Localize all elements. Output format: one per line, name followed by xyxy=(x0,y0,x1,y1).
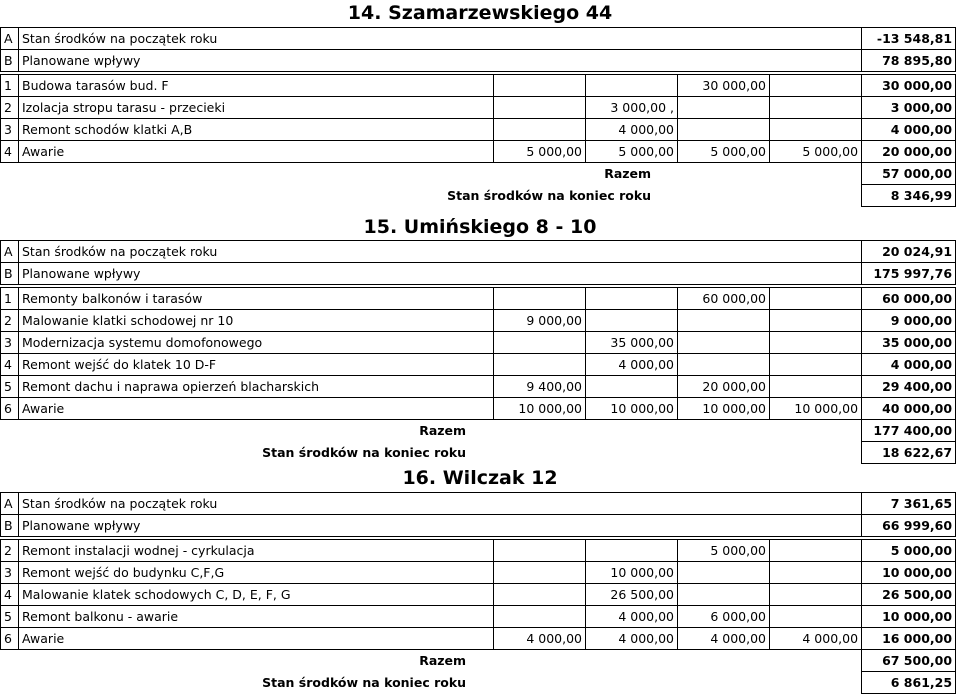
sum-row xyxy=(1,163,956,185)
cell-q3: 5 000,00 xyxy=(678,540,770,562)
cell-q1 xyxy=(494,288,586,310)
row-index: A xyxy=(1,28,19,50)
cell-q2 xyxy=(586,376,678,398)
cell-q2 xyxy=(586,75,678,97)
end-value: 6 861,25 xyxy=(862,672,956,694)
cell-q1 xyxy=(494,540,586,562)
cell-q4 xyxy=(770,310,862,332)
cell-q4 xyxy=(770,332,862,354)
cell-q3 xyxy=(678,97,770,119)
cell-q3 xyxy=(678,332,770,354)
row-index: 1 xyxy=(1,75,19,97)
cell-q3: 4 000,00 xyxy=(678,628,770,650)
start-balance-row xyxy=(1,28,956,50)
row-label: Modernizacja systemu domofonowego xyxy=(19,332,494,354)
cell-q2: 4 000,00 xyxy=(586,628,678,650)
row-total: 60 000,00 xyxy=(862,288,956,310)
section-title: 14. Szamarzewskiego 44 xyxy=(347,2,613,24)
row-label: Malowanie klatki schodowej nr 10 xyxy=(19,310,494,332)
row-total: -13 548,81 xyxy=(862,28,956,50)
cell-q3: 30 000,00 xyxy=(678,75,770,97)
row-total: 29 400,00 xyxy=(862,376,956,398)
row-label: Remont wejść do budynku C,F,G xyxy=(19,562,494,584)
cell-q4 xyxy=(770,75,862,97)
cell-q2: 26 500,00 xyxy=(586,584,678,606)
row-index: 2 xyxy=(1,310,19,332)
cell-q1: 10 000,00 xyxy=(494,398,586,420)
row-total: 20 024,91 xyxy=(862,241,956,263)
row-total: 78 895,80 xyxy=(862,50,956,72)
row-label: Awarie xyxy=(19,628,494,650)
cell-q1 xyxy=(494,606,586,628)
table-row xyxy=(1,540,956,562)
cell-q1: 5 000,00 xyxy=(494,141,586,163)
row-index: A xyxy=(1,241,19,263)
table-row xyxy=(1,310,956,332)
end-label: Stan środków na koniec roku xyxy=(447,188,652,203)
start-balance-row xyxy=(1,241,956,263)
section-16-table xyxy=(0,492,960,694)
cell-q2: 10 000,00 xyxy=(586,562,678,584)
cell-q2: 10 000,00 xyxy=(586,398,678,420)
row-label: Awarie xyxy=(19,141,494,163)
row-label: Planowane wpływy xyxy=(19,263,862,285)
row-label: Remont dachu i naprawa opierzeń blacharskich xyxy=(19,376,494,398)
cell-q4: 4 000,00 xyxy=(770,628,862,650)
row-label: Remont instalacji wodnej - cyrkulacja xyxy=(19,540,494,562)
cell-q1: 4 000,00 xyxy=(494,628,586,650)
cell-q3 xyxy=(678,584,770,606)
cell-q4 xyxy=(770,97,862,119)
planned-income-row xyxy=(1,50,956,72)
table-row xyxy=(1,584,956,606)
sum-label: Razem xyxy=(604,166,652,182)
cell-q3: 20 000,00 xyxy=(678,376,770,398)
row-label: Remonty balkonów i tarasów xyxy=(19,288,494,310)
row-index: 6 xyxy=(1,628,19,650)
row-label: Remont wejść do klatek 10 D-F xyxy=(19,354,494,376)
cell-q2: 35 000,00 xyxy=(586,332,678,354)
cell-q1: 9 400,00 xyxy=(494,376,586,398)
sum-value: 67 500,00 xyxy=(862,650,956,672)
table-row xyxy=(1,288,956,310)
row-index: B xyxy=(1,263,19,285)
start-balance-row xyxy=(1,493,956,515)
row-total: 10 000,00 xyxy=(862,606,956,628)
row-total: 66 999,60 xyxy=(862,515,956,537)
table-row xyxy=(1,562,956,584)
row-index: 3 xyxy=(1,332,19,354)
row-label: Stan środków na początek roku xyxy=(19,493,862,515)
cell-q4 xyxy=(770,562,862,584)
row-label: Budowa tarasów bud. F xyxy=(19,75,494,97)
row-label: Planowane wpływy xyxy=(19,515,862,537)
cell-q1 xyxy=(494,584,586,606)
section-14-table xyxy=(0,27,960,207)
row-index: 4 xyxy=(1,354,19,376)
end-balance-row xyxy=(1,672,956,694)
row-total: 10 000,00 xyxy=(862,562,956,584)
row-total: 4 000,00 xyxy=(862,119,956,141)
row-total: 3 000,00 xyxy=(862,97,956,119)
cell-q2 xyxy=(586,310,678,332)
end-value: 8 346,99 xyxy=(862,185,956,207)
end-balance-row xyxy=(1,185,956,207)
sum-label: Razem xyxy=(419,653,467,669)
table-row xyxy=(1,119,956,141)
cell-q3: 5 000,00 xyxy=(678,141,770,163)
cell-q2: 3 000,00 , xyxy=(586,97,678,119)
row-index: 4 xyxy=(1,584,19,606)
row-index: 5 xyxy=(1,376,19,398)
cell-q2: 5 000,00 xyxy=(586,141,678,163)
cell-q2 xyxy=(586,288,678,310)
cell-q1: 9 000,00 xyxy=(494,310,586,332)
row-label: Remont schodów klatki A,B xyxy=(19,119,494,141)
table-row xyxy=(1,628,956,650)
sum-value: 177 400,00 xyxy=(862,420,956,442)
cell-q1 xyxy=(494,332,586,354)
row-label: Planowane wpływy xyxy=(19,50,862,72)
planned-income-row xyxy=(1,263,956,285)
sum-row xyxy=(1,650,956,672)
cell-q1 xyxy=(494,75,586,97)
row-index: B xyxy=(1,515,19,537)
row-index: 5 xyxy=(1,606,19,628)
cell-q4: 10 000,00 xyxy=(770,398,862,420)
row-total: 7 361,65 xyxy=(862,493,956,515)
table-row xyxy=(1,141,956,163)
cell-q3: 10 000,00 xyxy=(678,398,770,420)
row-label: Izolacja stropu tarasu - przecieki xyxy=(19,97,494,119)
cell-q4 xyxy=(770,376,862,398)
row-total: 26 500,00 xyxy=(862,584,956,606)
row-index: 3 xyxy=(1,119,19,141)
row-index: A xyxy=(1,493,19,515)
cell-q3: 60 000,00 xyxy=(678,288,770,310)
sum-row xyxy=(1,420,956,442)
row-label: Stan środków na początek roku xyxy=(19,28,862,50)
cell-q4 xyxy=(770,354,862,376)
table-row xyxy=(1,75,956,97)
table-row xyxy=(1,97,956,119)
cell-q3: 6 000,00 xyxy=(678,606,770,628)
row-total: 175 997,76 xyxy=(862,263,956,285)
cell-q1 xyxy=(494,562,586,584)
cell-q2: 4 000,00 xyxy=(586,119,678,141)
table-row xyxy=(1,354,956,376)
planned-income-row xyxy=(1,515,956,537)
cell-q1 xyxy=(494,119,586,141)
cell-q4 xyxy=(770,606,862,628)
row-total: 40 000,00 xyxy=(862,398,956,420)
row-index: 2 xyxy=(1,540,19,562)
end-label: Stan środków na koniec roku xyxy=(262,445,467,460)
row-total: 35 000,00 xyxy=(862,332,956,354)
cell-q4 xyxy=(770,119,862,141)
section-title: 15. Umińskiego 8 - 10 xyxy=(363,216,597,238)
row-total: 9 000,00 xyxy=(862,310,956,332)
row-label: Stan środków na początek roku xyxy=(19,241,862,263)
cell-q2: 4 000,00 xyxy=(586,354,678,376)
row-index: 4 xyxy=(1,141,19,163)
end-value: 18 622,67 xyxy=(862,442,956,464)
end-balance-row xyxy=(1,442,956,464)
row-total: 20 000,00 xyxy=(862,141,956,163)
cell-q3 xyxy=(678,354,770,376)
sum-label: Razem xyxy=(419,423,467,439)
table-row xyxy=(1,376,956,398)
cell-q1 xyxy=(494,97,586,119)
row-index: 3 xyxy=(1,562,19,584)
table-row xyxy=(1,332,956,354)
cell-q3 xyxy=(678,562,770,584)
cell-q2 xyxy=(586,540,678,562)
row-index: 6 xyxy=(1,398,19,420)
row-label: Remont balkonu - awarie xyxy=(19,606,494,628)
row-index: B xyxy=(1,50,19,72)
row-total: 4 000,00 xyxy=(862,354,956,376)
row-label: Awarie xyxy=(19,398,494,420)
cell-q3 xyxy=(678,310,770,332)
table-row xyxy=(1,606,956,628)
cell-q2: 4 000,00 xyxy=(586,606,678,628)
row-total: 30 000,00 xyxy=(862,75,956,97)
cell-q4 xyxy=(770,584,862,606)
row-index: 1 xyxy=(1,288,19,310)
row-index: 2 xyxy=(1,97,19,119)
table-row xyxy=(1,398,956,420)
row-label: Malowanie klatek schodowych C, D, E, F, G xyxy=(19,584,494,606)
section-title: 16. Wilczak 12 xyxy=(402,467,558,489)
sum-value: 57 000,00 xyxy=(862,163,956,185)
cell-q3 xyxy=(678,119,770,141)
cell-q4: 5 000,00 xyxy=(770,141,862,163)
end-label: Stan środków na koniec roku xyxy=(262,675,467,690)
row-total: 16 000,00 xyxy=(862,628,956,650)
cell-q4 xyxy=(770,540,862,562)
cell-q4 xyxy=(770,288,862,310)
section-15-table xyxy=(0,240,960,464)
row-total: 5 000,00 xyxy=(862,540,956,562)
cell-q1 xyxy=(494,354,586,376)
